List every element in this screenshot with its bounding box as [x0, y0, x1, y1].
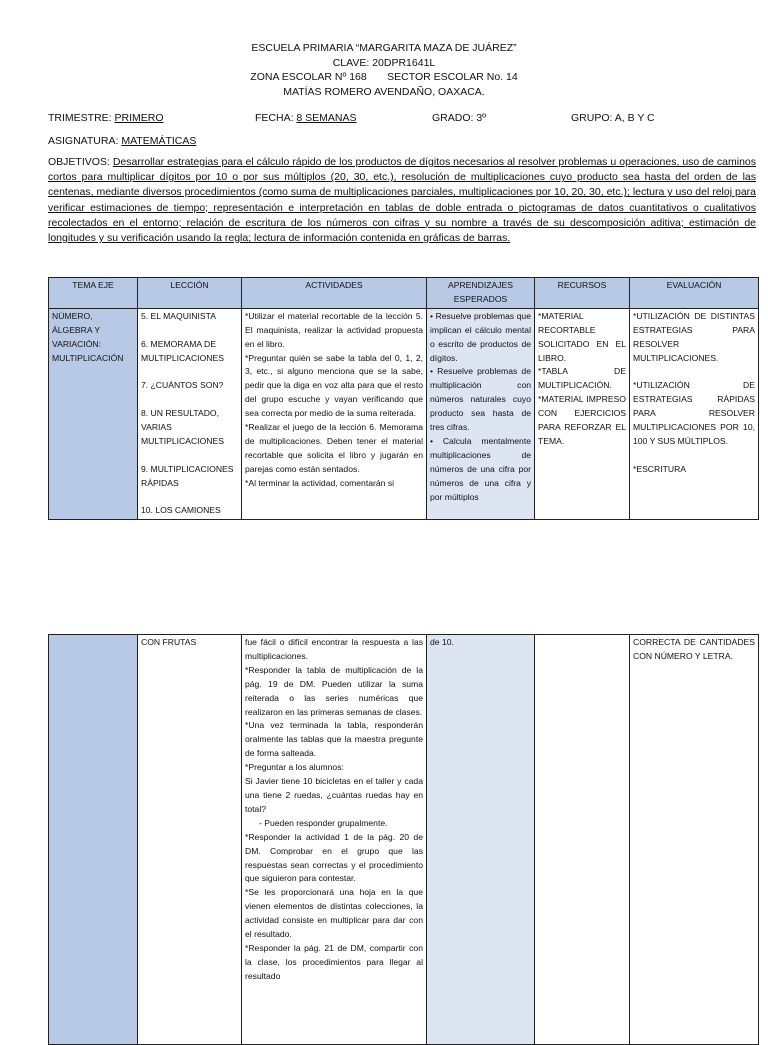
actividad-item: *Una vez terminada la tabla, responderán oralmente las tablas que la maestra pregunte de forma salteada. — [245, 720, 423, 759]
zona-sector-line — [0, 70, 768, 85]
leccion-cell: CON FRUTAS — [138, 635, 242, 1045]
actividad-item: *Realizar el juego de la lección 6. Memorama de multiplicaciones. Deben tener el material recortable que solicita el libro y jugarán en parejas como están sentados. — [245, 422, 423, 474]
recurso-item: *MATERIAL IMPRESO CON EJERCICIOS PARA REFORZAR EL TEMA. — [538, 394, 626, 446]
actividad-item: - Pueden responder grupalmente. — [259, 817, 388, 828]
tema-eje-cell — [49, 635, 138, 1045]
evaluacion-cell: CORRECTA DE CANTIDADES CON NÚMERO Y LETRA. — [630, 635, 759, 1045]
aprendizaje-item: • Resuelve problemas que implican el cálculo mental o escrito de productos de dígitos. — [430, 310, 531, 363]
table-row — [49, 308, 759, 520]
leccion-item: 10. LOS CAMIONES — [141, 505, 221, 516]
asignatura-label: ASIGNATURA: — [48, 135, 122, 147]
actividad-item: *Responder la actividad 1 de la pág. 20 de DM. Comprobar en el grupo que las respuestas sean correctas y el procedimiento que siguieron para contestar. — [245, 831, 423, 884]
objetivos — [48, 155, 756, 246]
asignatura-value: MATEMÁTICAS — [121, 135, 197, 147]
objetivos-text: Desarrollar estrategias para el cálculo rápido de los productos de dígitos necesarios al resolver problemas u operaciones, uso de caminos cortos para multiplicar dígitos por 10 o por sus múltiplos (20, 30, etc.), resolución de multiplicaciones cuyo producto sea hasta del orden de las centenas, mediante diversos procedimientos (como suma de multiplicaciones parciales, multiplicaciones por 10, 20, 30, etc.); lectura y uso del reloj para verificar estimaciones de tiempo; representación e interpretación en tablas de doble entrada o pictogramas de datos cuantitativos o cualitativos recolectados en el entorno; relación de escritura de los números con cifras y su nombre a través de su descomposición aditiva; estimación de longitudes y su verificación usando la regla; lectura de información contenida en gráficas de barras. — [48, 156, 756, 245]
leccion-item: 9. MULTIPLICACIONES RÁPIDAS — [141, 463, 234, 488]
planning-table-continued — [48, 634, 759, 1045]
asignatura — [48, 135, 196, 147]
recurso-item: *TABLA DE MULTIPLICACIÓN. — [538, 366, 626, 391]
header-leccion: LECCIÓN — [138, 278, 242, 309]
recurso-item: *MATERIAL RECORTABLE SOLICITADO EN EL LIBRO. — [538, 310, 626, 363]
fecha-value: 8 SEMANAS — [296, 112, 357, 124]
leccion-item: 6. MEMORAMA DE MULTIPLICACIONES — [141, 338, 224, 363]
header-aprendizajes: APRENDIZAJES ESPERADOS — [427, 278, 535, 309]
header-recursos: RECURSOS — [535, 278, 630, 309]
evaluacion-item: *UTILIZACIÓN DE DISTINTAS ESTRATEGIAS PARA RESOLVER MULTIPLICACIONES. — [633, 310, 755, 363]
trimestre-value: PRIMERO — [114, 112, 164, 124]
leccion-item: 5. EL MAQUINISTA — [141, 310, 216, 321]
leccion-cell — [138, 308, 242, 520]
actividad-item: Si Javier tiene 10 bicicletas en el taller y cada una tiene 2 ruedas, ¿cuántas ruedas hay en total? — [245, 776, 423, 814]
header-actividades: ACTIVIDADES — [242, 278, 427, 309]
recursos-cell — [535, 308, 630, 520]
tema-eje-cell: NÚMERO, ÁLGEBRA Y VARIACIÓN: MULTIPLICACIÓN — [49, 308, 138, 520]
leccion-item: 8. UN RESULTADO, VARIAS MULTIPLICACIONES — [141, 408, 224, 446]
trimestre-label: TRIMESTRE: — [48, 112, 115, 124]
school-name: ESCUELA PRIMARIA “MARGARITA MAZA DE JUÁREZ” — [251, 42, 517, 54]
actividad-item: fue fácil o difícil encontrar la respuesta a las multiplicaciones. — [245, 637, 423, 661]
aprendizaje-item: • Resuelve problemas de multiplicación con números naturales cuyo producto sea hasta de tres cifras. — [430, 366, 531, 433]
actividades-cell — [242, 635, 427, 1045]
actividad-item: *Responder la pág. 21 de DM, compartir con la clase, los procedimientos para llegar al resultado — [245, 942, 423, 981]
table-header-row — [49, 278, 759, 309]
evaluacion-item: *UTILIZACIÓN DE ESTRATEGIAS RÁPIDAS PARA RESOLVER MULTIPLICACIONES POR 10, 100 Y SUS MÚLTIPLOS. — [633, 380, 755, 446]
aprendizajes-cell: de 10. — [427, 635, 535, 1045]
header-tema-eje: TEMA EJE — [49, 278, 138, 309]
school-location: MATÍAS ROMERO AVENDAÑO, OAXACA. — [283, 85, 485, 98]
leccion-item: 7. ¿CUÁNTOS SON? — [141, 380, 224, 391]
school-clave: CLAVE: 20DPR1641L — [332, 56, 436, 69]
grupo: GRUPO: A, B Y C — [571, 112, 655, 124]
sector-escolar: SECTOR ESCOLAR No. 14 — [387, 71, 518, 83]
actividad-item: *Preguntar a los alumnos: — [245, 762, 344, 773]
actividad-item: *Utilizar el material recortable de la lección 5. El maquinista, realizar la actividad propuesta en el libro. — [245, 310, 423, 349]
header-evaluacion: EVALUACIÓN — [630, 278, 759, 309]
evaluacion-item: *ESCRITURA — [633, 463, 687, 474]
fecha — [255, 112, 357, 124]
objetivos-label: OBJETIVOS: — [48, 156, 113, 168]
fecha-label: FECHA: — [255, 112, 297, 124]
grado: GRADO: 3º — [432, 112, 487, 124]
actividad-item: *Responder la tabla de multiplicación de la pág. 19 de DM. Pueden utilizar la suma reiterada o las series numéricas que realizaron en las primeras semanas de clases. — [245, 664, 423, 717]
trimestre — [48, 112, 164, 124]
actividad-item: *Preguntar quién se sabe la tabla del 0, 1, 2, 3, etc., si alguno menciona que se la sabe, pedir que la diga en voz alta para que el resto del grupo escuche y vayan verificando que sea correcta por medio de la suma reiterada. — [245, 352, 423, 419]
recursos-cell — [535, 635, 630, 1045]
actividad-item: *Al terminar la actividad, comentarán si — [245, 477, 395, 488]
table-row — [49, 635, 759, 1045]
aprendizaje-item: • Calcula mentalmente multiplicaciones de números de una cifra por números de una cifra y por múltiplos — [430, 435, 531, 502]
evaluacion-cell — [630, 308, 759, 520]
zona-escolar: ZONA ESCOLAR Nº 168 — [250, 71, 367, 83]
planning-table — [48, 277, 759, 520]
actividades-cell — [242, 308, 427, 520]
aprendizajes-cell — [427, 308, 535, 520]
actividad-item: *Se les proporcionará una hoja en la que vienen elementos de distintas colecciones, la actividad consiste en multiplicar para dar con el resultado. — [245, 887, 423, 940]
